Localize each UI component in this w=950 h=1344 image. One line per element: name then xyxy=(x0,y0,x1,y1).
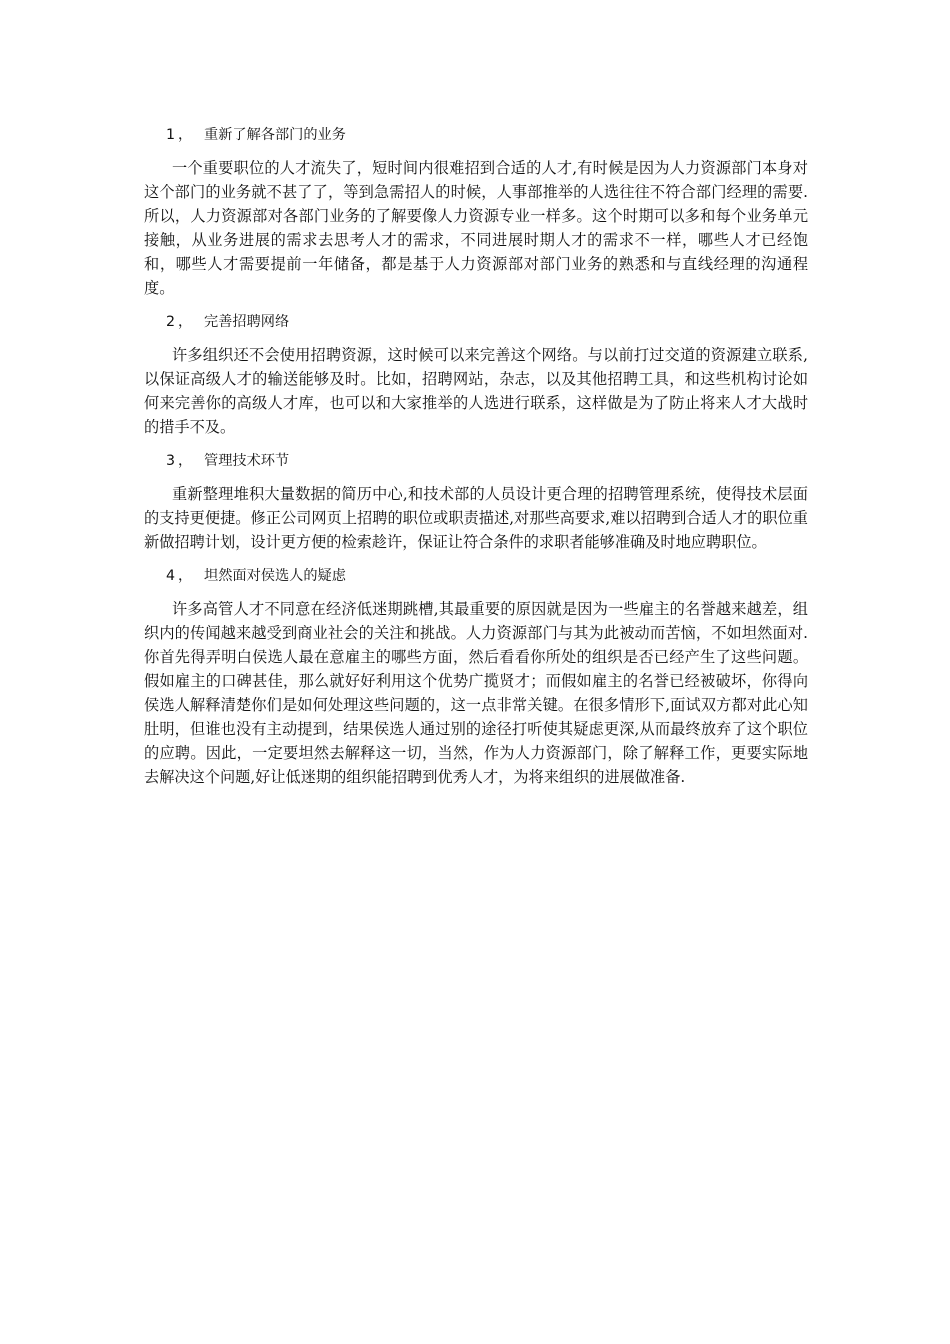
section-separator: ， xyxy=(178,127,193,143)
section-heading xyxy=(144,310,808,334)
section-number: 4 xyxy=(166,568,176,584)
document-page xyxy=(144,120,808,799)
section-number: 1 xyxy=(166,127,176,143)
section-separator: ， xyxy=(178,314,193,330)
section-separator: ， xyxy=(178,453,193,469)
section-paragraph: 一个重要职位的人才流失了，短时间内很难招到合适的人才,有时候是因为人力资源部门本身对这个部门的业务就不甚了了，等到急需招人的时候，人事部推举的人选往往不符合部门经理的需要.所以，人力资源部对各部门业务的了解要像人力资源专业一样多。这个时期可以多和每个业务单元接触，从业务进展的需求去思考人才的需求，不同进展时期人才的需求不一样，哪些人才已经饱和，哪些人才需要提前一年储备，都是基于人力资源部对部门业务的熟悉和与直线经理的沟通程度。 xyxy=(144,159,808,297)
section-title: 坦然面对侯选人的疑虑 xyxy=(204,568,346,584)
section-4 xyxy=(144,564,808,789)
section-separator: ， xyxy=(178,568,193,584)
section-title: 完善招聘网络 xyxy=(204,314,290,330)
section-title: 重新了解各部门的业务 xyxy=(204,127,346,143)
section-2 xyxy=(144,310,808,439)
section-heading xyxy=(144,564,808,588)
section-paragraph: 许多组织还不会使用招聘资源，这时候可以来完善这个网络。与以前打过交道的资源建立联系,以保证高级人才的输送能够及时。比如，招聘网站，杂志，以及其他招聘工具，和这些机构讨论如何来完善你的高级人才库，也可以和大家推举的人选进行联系，这样做是为了防止将来人才大战时的措手不及。 xyxy=(144,346,808,436)
section-1 xyxy=(144,123,808,300)
section-heading xyxy=(144,123,808,147)
section-3 xyxy=(144,449,808,554)
section-number: 2 xyxy=(166,314,176,330)
section-title: 管理技术环节 xyxy=(204,453,290,469)
section-paragraph: 重新整理堆积大量数据的简历中心,和技术部的人员设计更合理的招聘管理系统，使得技术层面的支持更便捷。修正公司网页上招聘的职位或职责描述,对那些高要求,难以招聘到合适人才的职位重新做招聘计划，设计更方便的检索趁许，保证让符合条件的求职者能够准确及时地应聘职位。 xyxy=(144,485,808,551)
section-paragraph: 许多高管人才不同意在经济低迷期跳槽,其最重要的原因就是因为一些雇主的名誉越来越差，组织内的传闻越来越受到商业社会的关注和挑战。人力资源部门与其为此被动而苦恼，不如坦然面对.你首先得弄明白侯选人最在意雇主的哪些方面，然后看看你所处的组织是否已经产生了这些问题。假如雇主的口碑甚佳，那么就好好利用这个优势广揽贤才；而假如雇主的名誉已经被破坏，你得向侯选人解释清楚你们是如何处理这些问题的，这一点非常关键。在很多情形下,面试双方都对此心知肚明，但谁也没有主动提到，结果侯选人通过别的途径打听使其疑虑更深,从而最终放弃了这个职位的应聘。因此，一定要坦然去解释这一切，当然，作为人力资源部门，除了解释工作，更要实际地去解决这个问题,好让低迷期的组织能招聘到优秀人才，为将来组织的进展做准备. xyxy=(144,600,808,786)
section-heading xyxy=(144,449,808,473)
section-number: 3 xyxy=(166,453,176,469)
